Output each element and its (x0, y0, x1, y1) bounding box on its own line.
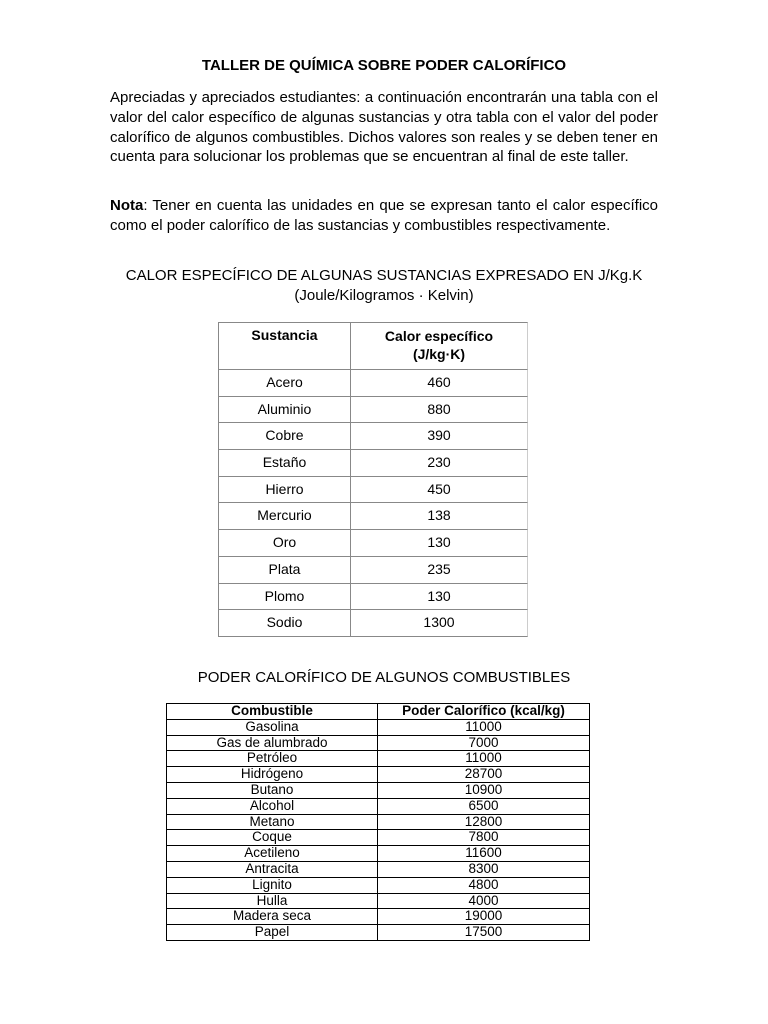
substance-name: Mercurio (219, 503, 351, 529)
table-row (218, 584, 528, 611)
substance-name: Cobre (219, 423, 351, 449)
table1-header-row (218, 322, 528, 370)
fuel-name: Papel (167, 925, 378, 941)
substance-name: Sodio (219, 610, 351, 636)
calorific-value: 4000 (378, 893, 590, 909)
fuel-name: Coque (167, 830, 378, 846)
substance-name: Acero (219, 370, 351, 396)
table1-body (218, 370, 528, 637)
table-row (218, 450, 528, 477)
calorific-value: 4800 (378, 877, 590, 893)
table-row (218, 557, 528, 584)
calorific-power-table (166, 703, 590, 941)
calorific-value: 11000 (378, 751, 590, 767)
note-paragraph (110, 196, 658, 236)
table-row (167, 782, 590, 798)
calorific-value: 28700 (378, 767, 590, 783)
substance-name: Hierro (219, 477, 351, 503)
calorific-value: 7800 (378, 830, 590, 846)
specific-heat-table (218, 322, 528, 637)
substance-name: Oro (219, 530, 351, 556)
table-row (218, 530, 528, 557)
fuel-name: Gas de alumbrado (167, 735, 378, 751)
specific-heat-value: 460 (427, 374, 451, 390)
table-row (167, 719, 590, 735)
fuel-name: Hulla (167, 893, 378, 909)
table-row (218, 477, 528, 504)
fuel-name: Gasolina (167, 719, 378, 735)
specific-heat-value: 138 (427, 507, 451, 524)
specific-heat-value: 235 (427, 560, 451, 577)
substance-name: Estaño (219, 450, 351, 476)
table-row (167, 814, 590, 830)
table2-col-poder: Poder Calorífico (kcal/kg) (378, 704, 590, 720)
fuel-name: Butano (167, 782, 378, 798)
table1-col-calor (351, 323, 527, 369)
fuel-name: Antracita (167, 861, 378, 877)
table2-header-row (167, 704, 590, 720)
calorific-value: 11000 (378, 719, 590, 735)
substance-name: Plata (219, 557, 351, 583)
note-label: Nota (110, 197, 144, 214)
table1-subheading: (Joule/Kilogramos · Kelvin) (294, 287, 474, 304)
table-row (218, 503, 528, 530)
fuel-name: Alcohol (167, 798, 378, 814)
fuel-name: Acetileno (167, 846, 378, 862)
table-row (218, 370, 528, 397)
table-row (167, 767, 590, 783)
table-row (167, 925, 590, 941)
table1-heading: CALOR ESPECÍFICO DE ALGUNAS SUSTANCIAS EXPRESADO EN J/Kg.K (125, 267, 643, 284)
table1-col-calor-line2: (J/kg·K) (412, 346, 466, 362)
fuel-name: Madera seca (167, 909, 378, 925)
substance-name: Plomo (219, 584, 351, 610)
table-row (218, 423, 528, 450)
fuel-name: Petróleo (167, 751, 378, 767)
calorific-value: 17500 (378, 925, 590, 941)
calorific-value: 12800 (378, 814, 590, 830)
table-row (167, 893, 590, 909)
table-row (167, 830, 590, 846)
table-row (167, 846, 590, 862)
calorific-value: 8300 (378, 861, 590, 877)
fuel-name: Lignito (167, 877, 378, 893)
specific-heat-value: 390 (427, 427, 451, 444)
table-row (167, 751, 590, 767)
table2-heading: PODER CALORÍFICO DE ALGUNOS COMBUSTIBLES (197, 669, 571, 686)
table-row (167, 735, 590, 751)
specific-heat-value: 880 (427, 400, 451, 417)
table-row (167, 798, 590, 814)
fuel-name: Metano (167, 814, 378, 830)
table-row (167, 861, 590, 877)
calorific-value: 10900 (378, 782, 590, 798)
calorific-value: 7000 (378, 735, 590, 751)
page-title: TALLER DE QUÍMICA SOBRE PODER CALORÍFICO (201, 57, 567, 74)
specific-heat-value: 130 (427, 587, 451, 604)
intro-paragraph: Apreciadas y apreciados estudiantes: a continuación encontrarán una tabla con el valor del calor específico de algunas sustancias y otra tabla con el valor del poder calorífico de algunos combustibles. Dichos valores son reales y se deben tener en cuenta para solucionar los problemas que se encuentran al final de este taller. (110, 89, 658, 166)
substance-name: Aluminio (219, 397, 351, 423)
table2-col-combustible: Combustible (167, 704, 378, 720)
calorific-value: 11600 (378, 846, 590, 862)
specific-heat-value: 130 (427, 534, 451, 551)
fuel-name: Hidrógeno (167, 767, 378, 783)
note-text: : Tener en cuenta las unidades en que se expresan tanto el calor específico como el poder calorífico de las sustancias y combustibles respectivamente. (110, 197, 658, 234)
calorific-value: 19000 (378, 909, 590, 925)
table-row (218, 610, 528, 637)
specific-heat-value: 1300 (423, 614, 455, 631)
table1-col-calor-line1: Calor específico (384, 328, 494, 344)
table1-heading-block (0, 266, 768, 306)
specific-heat-value: 230 (427, 454, 451, 471)
table-row (167, 909, 590, 925)
table-row (218, 397, 528, 424)
calorific-value: 6500 (378, 798, 590, 814)
table2-body (167, 719, 590, 940)
table-row (167, 877, 590, 893)
table1-col-sustancia: Sustancia (219, 323, 351, 369)
specific-heat-value: 450 (427, 480, 451, 497)
